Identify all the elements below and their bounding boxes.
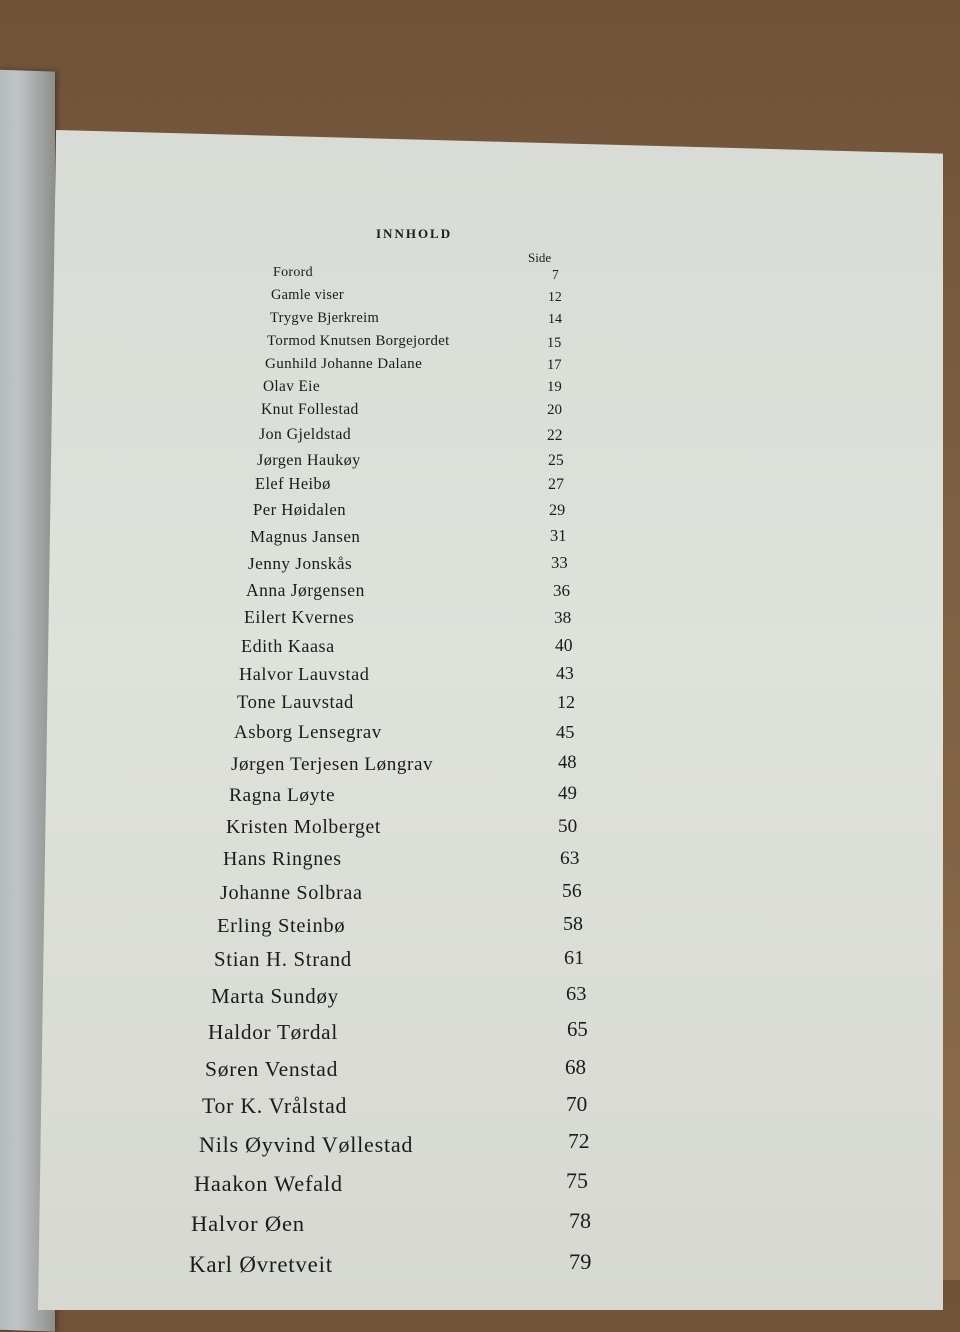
toc-entry-name: Halvor Lauvstad xyxy=(239,664,370,684)
toc-entry-name: Gunhild Johanne Dalane xyxy=(265,356,423,372)
toc-entry-name: Asborg Lensegrav xyxy=(234,722,382,743)
toc-entry-page: 79 xyxy=(569,1249,592,1274)
page-title: INNHOLD xyxy=(376,226,453,241)
toc-entry-page: 22 xyxy=(547,427,563,444)
toc-entry-page: 15 xyxy=(547,335,562,351)
toc-entry-name: Magnus Jansen xyxy=(250,527,361,546)
toc-entry-name: Eilert Kvernes xyxy=(244,607,355,627)
toc-entry-name: Forord xyxy=(273,265,313,280)
toc-entry-page: 72 xyxy=(568,1129,590,1153)
toc-entry-name: Jenny Jonskås xyxy=(248,554,353,573)
toc-entry-name: Søren Venstad xyxy=(205,1057,339,1081)
page-column-label: Side xyxy=(528,250,552,265)
toc-entry-name: Tormod Knutsen Borgejordet xyxy=(267,333,450,349)
toc-entry-name: Jørgen Terjesen Løngrav xyxy=(231,754,434,775)
toc-entry-page: 7 xyxy=(552,267,559,282)
toc-entry-name: Ragna Løyte xyxy=(229,785,336,806)
toc-entry-page: 78 xyxy=(569,1208,592,1233)
toc-entry-page: 61 xyxy=(564,947,585,969)
toc-entry-name: Nils Øyvind Vøllestad xyxy=(199,1132,414,1157)
toc-entry-name: Haakon Wefald xyxy=(194,1171,343,1196)
toc-entry-page: 65 xyxy=(567,1018,588,1041)
toc-entry-name: Karl Øvretveit xyxy=(189,1252,333,1277)
toc-entry-page: 29 xyxy=(549,501,566,519)
toc-entry-page: 20 xyxy=(547,402,563,418)
toc-entry-page: 68 xyxy=(565,1055,587,1079)
toc-entry-page: 31 xyxy=(550,526,567,545)
toc-entry-name: Tor K. Vrålstad xyxy=(202,1094,348,1118)
toc-entry-page: 70 xyxy=(566,1092,588,1116)
toc-entry-name: Stian H. Strand xyxy=(214,948,352,971)
toc-entry-page: 63 xyxy=(560,848,580,869)
toc-entry-page: 14 xyxy=(548,312,562,327)
toc-entry-name: Anna Jørgensen xyxy=(246,580,365,600)
toc-entry-page: 49 xyxy=(558,783,577,804)
toc-entry-name: Trygve Bjerkreim xyxy=(270,310,380,326)
toc-entry-page: 48 xyxy=(558,752,577,773)
toc-entry-page: 25 xyxy=(548,452,564,469)
toc-entry-name: Hans Ringnes xyxy=(223,848,342,870)
toc-entry-page: 45 xyxy=(556,722,575,742)
toc-entry-name: Elef Heibø xyxy=(255,474,331,493)
toc-entry-name: Halvor Øen xyxy=(191,1211,305,1236)
toc-entry-page: 43 xyxy=(556,663,574,683)
toc-entry-page: 12 xyxy=(557,692,576,712)
toc-entry-name: Haldor Tørdal xyxy=(208,1020,338,1044)
toc-entry-name: Olav Eie xyxy=(263,378,320,395)
toc-entry-page: 38 xyxy=(554,608,572,627)
toc-entry-page: 75 xyxy=(566,1168,588,1193)
toc-entry-page: 27 xyxy=(548,476,564,493)
toc-entry-name: Jon Gjeldstad xyxy=(259,426,352,443)
toc-entry-name: Knut Follestad xyxy=(261,401,359,418)
toc-entry-page: 33 xyxy=(551,553,568,572)
toc-entry-name: Kristen Molberget xyxy=(226,816,381,838)
toc-entry-name: Johanne Solbraa xyxy=(220,882,363,904)
toc-entry-page: 40 xyxy=(555,635,573,655)
toc-entry-page: 17 xyxy=(547,357,562,373)
toc-entry-page: 50 xyxy=(558,816,578,837)
toc-entry-page: 36 xyxy=(553,581,570,600)
toc-entry-name: Jørgen Haukøy xyxy=(257,451,361,469)
toc-entry-page: 58 xyxy=(563,913,583,935)
toc-entry-page: 63 xyxy=(566,983,587,1005)
toc-entry-name: Edith Kaasa xyxy=(241,636,335,656)
toc-entry-page: 12 xyxy=(548,289,562,304)
toc-entry-page: 19 xyxy=(547,379,562,395)
toc-entry-name: Tone Lauvstad xyxy=(237,692,354,713)
toc-entry-name: Gamle viser xyxy=(271,287,344,303)
toc-entry-name: Per Høidalen xyxy=(253,500,346,519)
toc-entry-name: Marta Sundøy xyxy=(211,984,339,1008)
toc-entry-page: 56 xyxy=(562,880,582,902)
toc-entry-name: Erling Steinbø xyxy=(217,915,346,937)
